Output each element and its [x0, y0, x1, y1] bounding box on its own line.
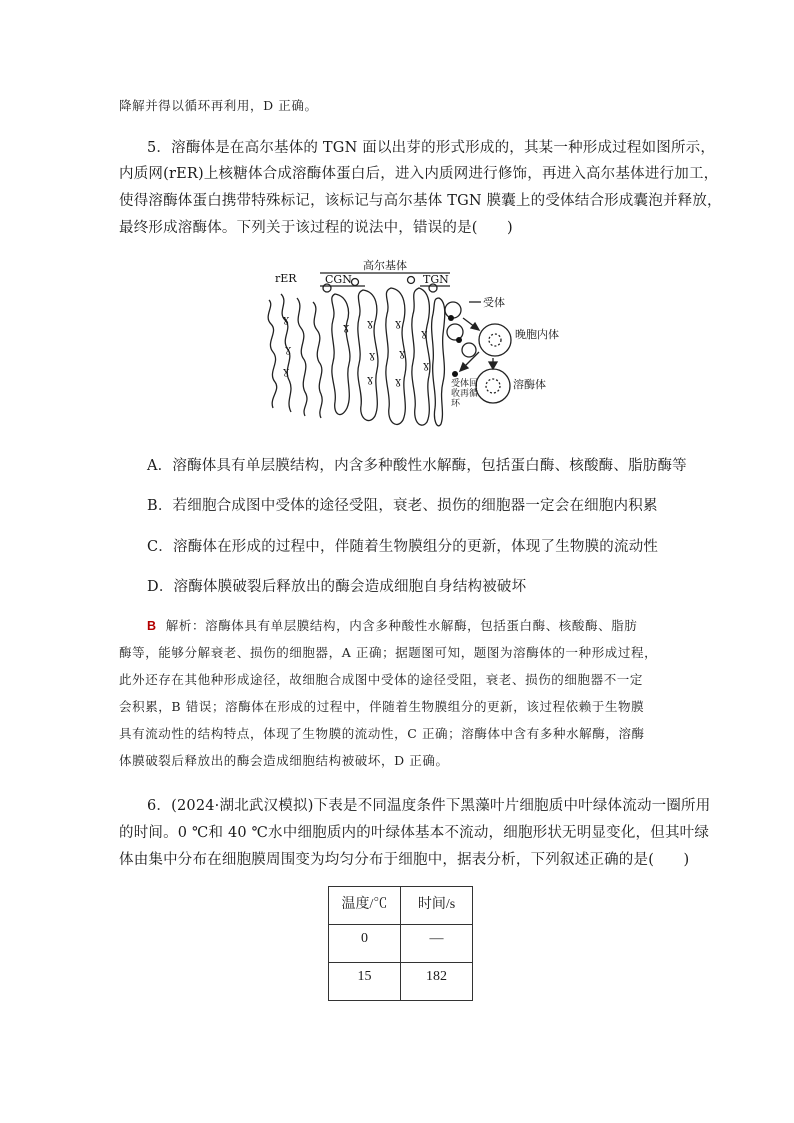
svg-text:Ɣ: Ɣ: [283, 317, 290, 327]
table-cell: 15: [329, 963, 401, 1001]
option-a: A．溶酶体具有单层膜结构，内含多种酸性水解酶，包括蛋白酶、核酸酶、脂肪酶等: [147, 458, 687, 474]
recycle-label-3: 环: [451, 399, 461, 409]
question-5-line-3: 使得溶酶体蛋白携带特殊标记，该标记与高尔基体 TGN 膜囊上的受体结合形成囊泡并释放，: [119, 193, 722, 209]
svg-text:Ɣ: Ɣ: [421, 331, 428, 341]
option-c: C．溶酶体在形成的过程中，伴随着生物膜组分的更新，体现了生物膜的流动性: [147, 539, 659, 555]
lysosome-formation-diagram: [255, 258, 565, 438]
svg-text:Ɣ: Ɣ: [395, 321, 402, 331]
temperature-time-table: [328, 886, 473, 1001]
table-cell: 182: [401, 963, 473, 1001]
question-5-line-1: 5．溶酶体是在高尔基体的 TGN 面以出芽的形式形成的，其某一种形成过程如图所示，: [147, 140, 716, 156]
receptor-label: 受体: [483, 296, 505, 309]
explanation-line-2: 酶等，能够分解衰老、损伤的细胞器，A 正确；据题图可知，题图为溶酶体的一种形成过程，: [119, 645, 658, 660]
question-6-line-1: 6．(2024·湖北武汉模拟)下表是不同温度条件下黑藻叶片细胞质中叶绿体流动一圈所用: [147, 798, 711, 814]
table-row: [329, 963, 473, 1001]
recycle-label-2: 收再循: [451, 389, 479, 399]
explanation-line-5: 具有流动性的结构特点，体现了生物膜的流动性，C 正确；溶酶体中含有多种水解酶，溶酶: [119, 726, 645, 741]
tgn-label: TGN: [423, 273, 449, 286]
golgi-label: 高尔基体: [363, 259, 407, 272]
svg-text:Ɣ: Ɣ: [285, 347, 292, 357]
question-6-line-3: 体由集中分布在细胞膜周围变为均匀分布于细胞中，据表分析，下列叙述正确的是( ): [119, 852, 690, 868]
table-header-cell: 温度/℃: [329, 887, 401, 925]
answer-letter: B: [147, 619, 157, 633]
cgn-label: CGN: [325, 273, 352, 286]
explanation-line-3: 此外还存在其他种形成途径，故细胞合成图中受体的途径受阻，衰老、损伤的细胞器不一定: [119, 672, 644, 687]
svg-text:Ɣ: Ɣ: [283, 369, 290, 379]
explanation-line-6: 体膜破裂后释放出的酶会造成细胞结构被破坏，D 正确。: [119, 753, 449, 768]
lysosome-label: 溶酶体: [513, 378, 546, 391]
svg-text:Ɣ: Ɣ: [423, 363, 430, 373]
svg-text:Ɣ: Ɣ: [367, 321, 374, 331]
recycle-label-1: 受体回: [451, 379, 479, 389]
table-header-row: [329, 887, 473, 925]
explanation-line-4: 会积累，B 错误；溶酶体在形成的过程中，伴随着生物膜组分的更新，该过程依赖于生物膜: [119, 699, 645, 714]
previous-answer-line: 降解并得以循环再利用，D 正确。: [119, 98, 318, 113]
rer-label: rER: [275, 272, 297, 285]
explanation-text-1: 解析：溶酶体具有单层膜结构，内含多种酸性水解酶，包括蛋白酶、核酸酶、脂肪: [165, 618, 638, 633]
option-b: B．若细胞合成图中受体的途径受阻，衰老、损伤的细胞器一定会在细胞内积累: [147, 498, 658, 514]
explanation-line-1: [147, 616, 637, 634]
late-endosome-label: 晚胞内体: [515, 328, 559, 341]
table-row: [329, 925, 473, 963]
svg-text:Ɣ: Ɣ: [369, 353, 376, 363]
table-header-cell: 时间/s: [401, 887, 473, 925]
svg-text:Ɣ: Ɣ: [395, 379, 402, 389]
question-5-line-4: 最终形成溶酶体。下列关于该过程的说法中，错误的是( ): [119, 220, 513, 236]
svg-text:Ɣ: Ɣ: [399, 351, 406, 361]
svg-text:Ɣ: Ɣ: [367, 377, 374, 387]
svg-text:Ɣ: Ɣ: [343, 325, 350, 335]
question-6-line-2: 的时间。0 ℃和 40 ℃水中细胞质内的叶绿体基本不流动，细胞形状无明显变化，但其叶绿: [119, 825, 710, 841]
option-d: D．溶酶体膜破裂后释放出的酶会造成细胞自身结构被破坏: [147, 579, 527, 595]
table-cell: —: [401, 925, 473, 963]
table-cell: 0: [329, 925, 401, 963]
question-5-line-2: 内质网(rER)上核糖体合成溶酶体蛋白后，进入内质网进行修饰，再进入高尔基体进行加工，: [119, 166, 719, 182]
